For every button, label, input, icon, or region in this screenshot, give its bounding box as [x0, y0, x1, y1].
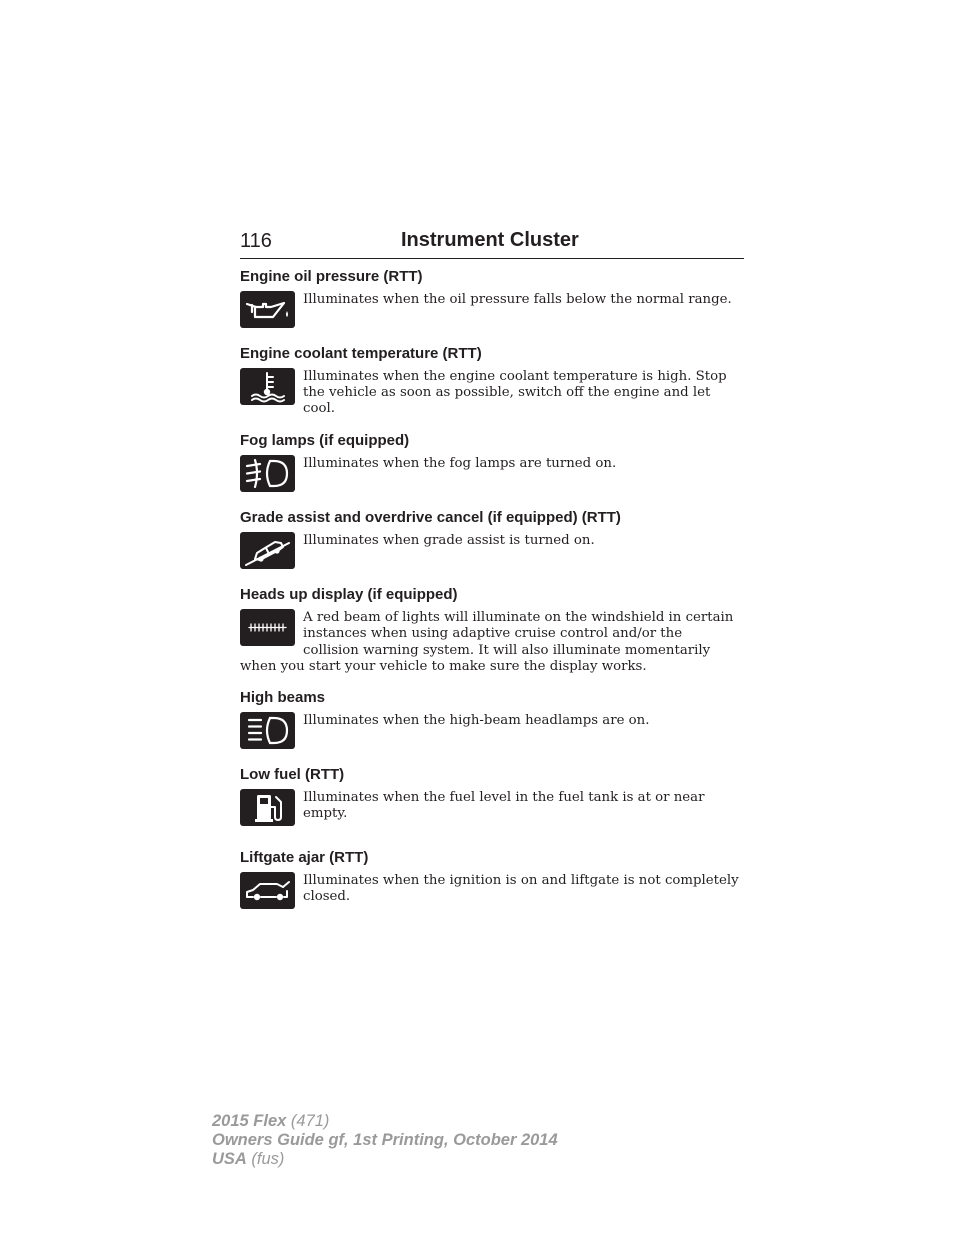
footer-market: USA	[212, 1150, 247, 1168]
section-heading: Grade assist and overdrive cancel (if equipped) (RTT)	[240, 509, 621, 526]
section-description: Illuminates when grade assist is turned on.	[303, 533, 595, 548]
page-number: 116	[240, 230, 272, 252]
section-heading: Engine oil pressure (RTT)	[240, 268, 423, 285]
footer-market-code: (fus)	[246, 1150, 285, 1168]
car-on-incline-icon	[240, 532, 295, 569]
footer-printing: Owners Guide gf, 1st Printing, October 2014	[212, 1131, 558, 1149]
section-description: Illuminates when the ignition is on and liftgate is not completely closed.	[303, 873, 739, 905]
section-description	[240, 610, 744, 676]
section-heading: Liftgate ajar (RTT)	[240, 849, 369, 866]
section-description: Illuminates when the fog lamps are turned on.	[303, 456, 617, 471]
footer-line-model	[212, 1112, 558, 1131]
section-description: Illuminates when the high-beam headlamps are on.	[303, 713, 650, 728]
section-heading: Heads up display (if equipped)	[240, 586, 458, 603]
footer-model: 2015 Flex	[212, 1112, 287, 1130]
coolant-thermometer-icon	[240, 368, 295, 405]
footer-line-market	[212, 1150, 558, 1169]
description-line: collision warning system. It will also illuminate momentarily	[303, 642, 711, 658]
section-description: Illuminates when the oil pressure falls below the normal range.	[303, 292, 732, 307]
fuel-pump-icon	[240, 789, 295, 826]
fog-lamp-icon	[240, 455, 295, 492]
section-heading: Low fuel (RTT)	[240, 766, 345, 783]
description-line: when you start your vehicle to make sure the display works.	[240, 659, 647, 675]
section-heading: High beams	[240, 689, 326, 706]
section-heading: Engine coolant temperature (RTT)	[240, 345, 482, 362]
page-footer	[212, 1112, 558, 1169]
section-description: Illuminates when the engine coolant temperature is high. Stop the vehicle as soon as possible, switch off the engine and let cool.	[303, 369, 727, 417]
chapter-title: Instrument Cluster	[401, 229, 579, 251]
footer-model-code: (471)	[286, 1112, 330, 1130]
description-line: A red beam of lights will illuminate on the windshield in certain	[303, 610, 734, 625]
oil-can-icon	[240, 291, 295, 328]
section-description: Illuminates when the fuel level in the fuel tank is at or near empty.	[303, 790, 705, 822]
liftgate-open-icon	[240, 872, 295, 909]
section-heading: Fog lamps (if equipped)	[240, 432, 410, 449]
page-header	[240, 228, 744, 259]
description-line: instances when using adaptive cruise control and/or the	[303, 626, 683, 642]
high-beam-icon	[240, 712, 295, 749]
